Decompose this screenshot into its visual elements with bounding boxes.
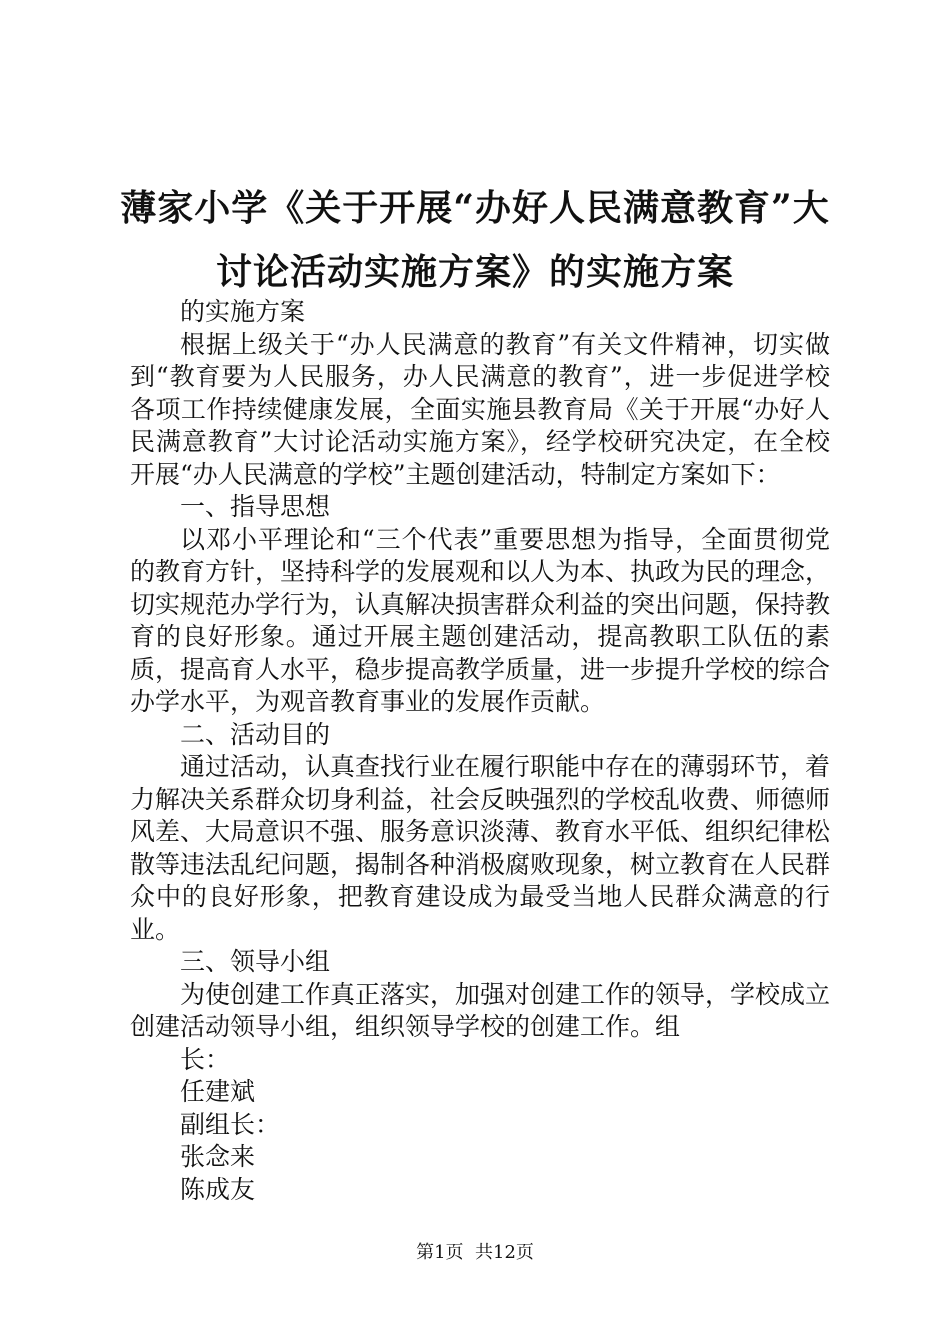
deputy-leader-name: 张念来 xyxy=(180,1142,256,1171)
paragraph-intro: 根据上级关于“办人民满意的教育”有关文件精神，切实做到“教育要为人民服务，办人民满意的教育”，进一步促进学校各项工作持续健康发展，全面实施县教育局《关于开展“办好人民满意教育”大讨论活动实施方案》，经学校研究决定，在全校开展“办人民满意的学校”主题创建活动，特制定方案如下： xyxy=(130,329,830,489)
leader-name: 任建斌 xyxy=(180,1077,256,1106)
paragraph-activity-purpose: 通过活动，认真查找行业在履行职能中存在的薄弱环节，着力解决关系群众切身利益，社会反映强烈的学校乱收费、师德师风差、大局意识不强、服务意识淡薄、教育水平低、组织纪律松散等违法乱纪问题，揭制各种消极腐败现象，树立教育在人民群众中的良好形象，把教育建设成为最受当地人民群众满意的行业。 xyxy=(130,752,831,944)
page-number: 第1页 共12页 xyxy=(416,1242,534,1263)
page-footer xyxy=(0,1241,950,1265)
document-body xyxy=(130,296,830,1206)
deputy-leader-role-label: 副组长： xyxy=(180,1109,281,1139)
section-heading-leadership-group: 三、领导小组 xyxy=(180,947,331,976)
paragraph-subtitle: 的实施方案 xyxy=(180,297,306,326)
section-heading-activity-purpose: 二、活动目的 xyxy=(180,719,331,749)
section-heading-guiding-thought: 一、指导思想 xyxy=(180,492,331,521)
leader-role-label: 长： xyxy=(180,1044,231,1074)
document-title: 薄家小学《关于开展“办好人民满意教育”大讨论活动实施方案》的实施方案 xyxy=(120,187,830,293)
paragraph-leadership-group: 为使创建工作真正落实，加强对创建工作的领导，学校成立创建活动领导小组，组织领导学校的创建工作。组 xyxy=(130,979,831,1041)
paragraph-guiding-thought: 以邓小平理论和“三个代表”重要思想为指导，全面贯彻党的教育方针，坚持科学的发展观和以人为本、执政为民的理念，切实规范办学行为，认真解决损害群众利益的突出问题，保持教育的良好形象。通过开展主题创建活动，提高教职工队伍的素质，提高育人水平，稳步提高教学质量，进一步提升学校的综合办学水平，为观音教育事业的发展作贡献。 xyxy=(130,524,831,716)
deputy-leader-name: 陈成友 xyxy=(180,1174,256,1204)
